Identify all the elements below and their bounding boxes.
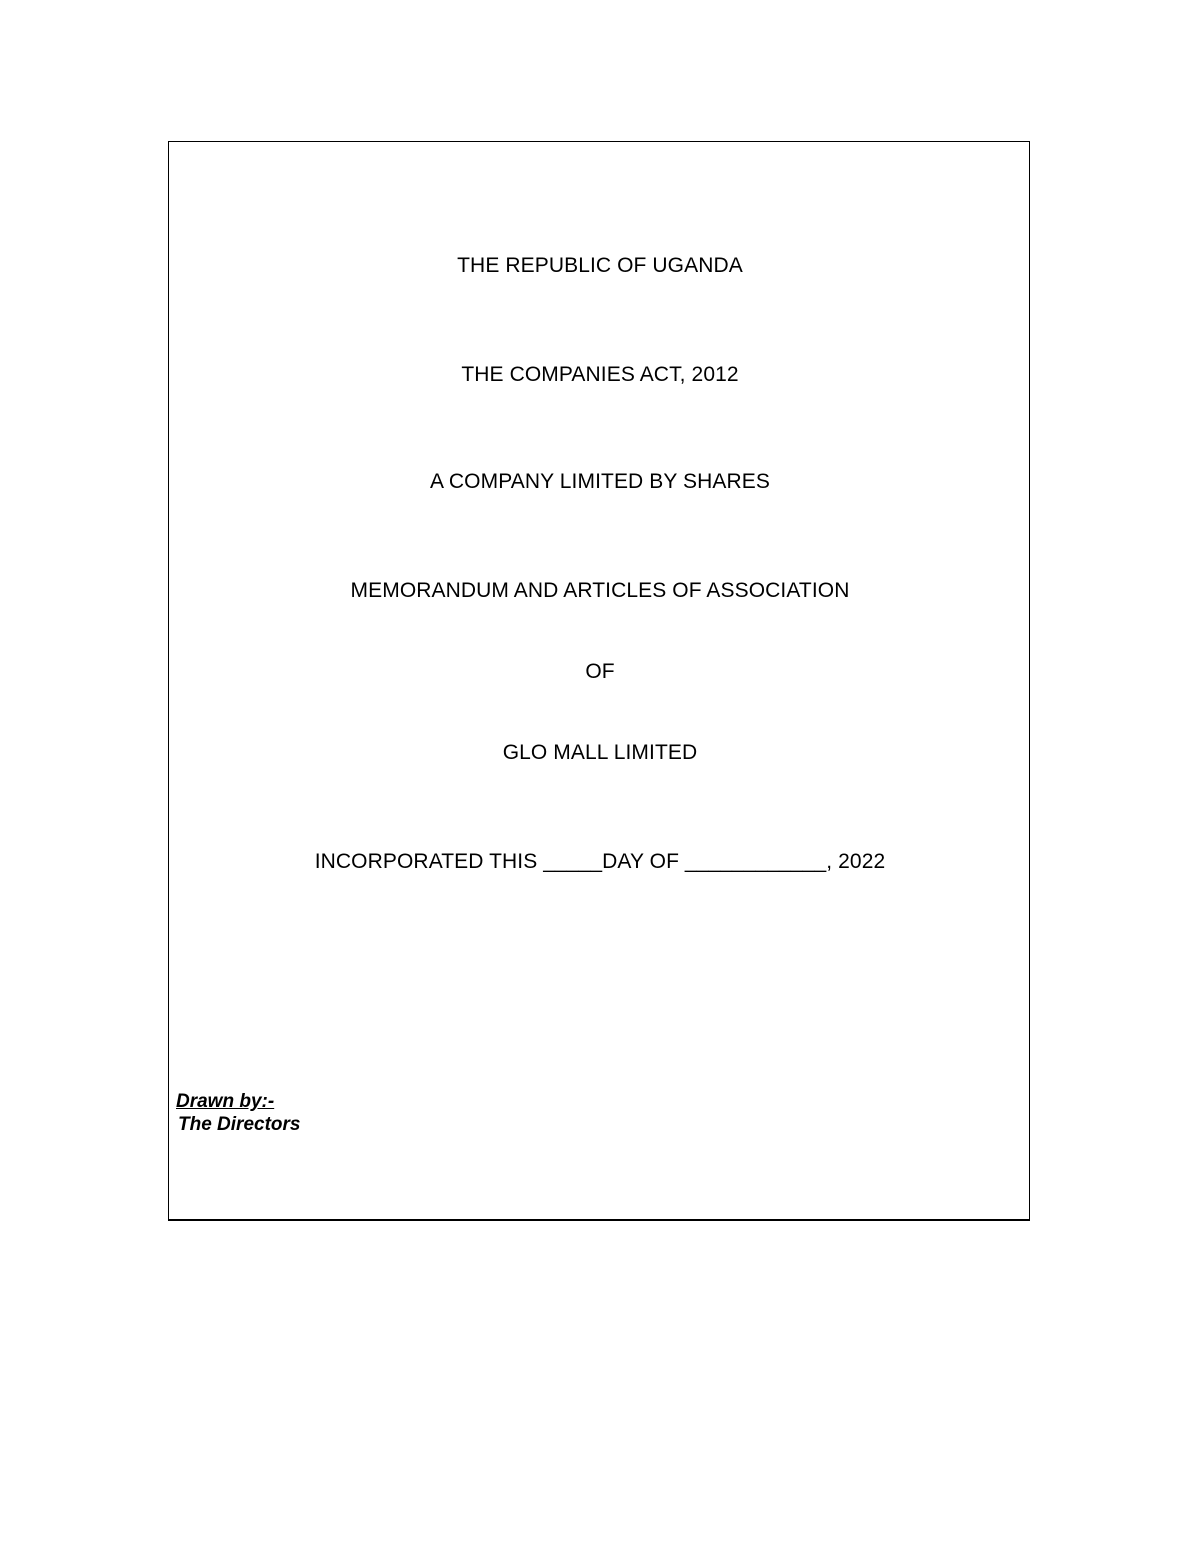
drawn-by-label: Drawn by:- <box>176 1091 275 1112</box>
of-connector: OF <box>585 660 615 683</box>
drawn-by-name: The Directors <box>178 1114 301 1135</box>
act-heading: THE COMPANIES ACT, 2012 <box>461 363 739 386</box>
incorporation-date-line: INCORPORATED THIS _____DAY OF ____________, 2022 <box>314 850 886 873</box>
country-heading: THE REPUBLIC OF UGANDA <box>457 254 743 277</box>
company-type-heading: A COMPANY LIMITED BY SHARES <box>430 470 770 493</box>
company-name: GLO MALL LIMITED <box>502 741 698 764</box>
document-title: MEMORANDUM AND ARTICLES OF ASSOCIATION <box>350 579 850 602</box>
